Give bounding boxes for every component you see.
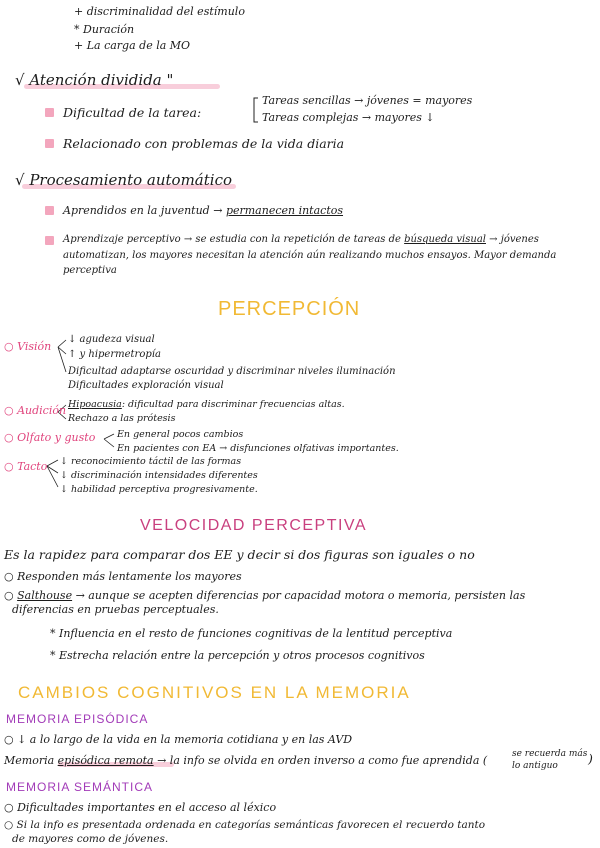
- relacionado-problemas: Relacionado con problemas de la vida diaria: [63, 136, 345, 151]
- heading-memoria-episodica: MEMORIA EPISÓDICA: [6, 712, 149, 726]
- heading-memoria-semantica: MEMORIA SEMÁNTICA: [6, 780, 154, 794]
- top-bullet-1: + discriminalidad del estímulo: [74, 5, 245, 18]
- vision-item-2: ↑ y hipermetropía: [68, 349, 161, 360]
- velocidad-note-2: * Estrecha relación entre la percepción y otros procesos cognitivos: [50, 649, 425, 662]
- audicion-item-1: Hipoacusia: dificultad para discriminar frecuencias altas.: [68, 399, 345, 410]
- label-audicion: ○ Audición: [4, 404, 67, 417]
- label-vision: ○ Visión: [4, 340, 52, 353]
- label-olfato-gusto: ○ Olfato y gusto: [4, 431, 96, 444]
- tareas-complejas: Tareas complejas → mayores ↓: [262, 111, 435, 124]
- top-bullet-2: * Duración: [74, 23, 135, 36]
- heading-cambios-cognitivos-memoria: CAMBIOS COGNITIVOS EN LA MEMORIA: [18, 683, 411, 702]
- heading-procesamiento-automatico: √ Procesamiento automático: [15, 171, 233, 189]
- label-tacto: ○ Tacto: [4, 460, 48, 473]
- dificultad-label: Dificultad de la tarea:: [63, 105, 202, 120]
- top-bullet-3: + La carga de la MO: [74, 39, 191, 52]
- tacto-item-2: ↓ discriminación intensidades diferentes: [60, 470, 258, 481]
- pink-bullet-square: [45, 108, 54, 117]
- episodica-bullet-2: Memoria episódica remota → la info se olvida en orden inverso a como fue aprendida (: [4, 754, 488, 767]
- pink-bullet-square: [45, 206, 54, 215]
- semantica-bullet-2-line2: de mayores como de jóvenes.: [12, 833, 169, 845]
- semantica-bullet-1: ○ Dificultades importantes en el acceso al léxico: [4, 801, 277, 814]
- aprendizaje-perceptivo-line3: perceptiva: [63, 265, 117, 276]
- olfato-item-1: En general pocos cambios: [117, 429, 244, 440]
- velocidad-note-1: * Influencia en el resto de funciones cognitivas de la lentitud perceptiva: [50, 627, 453, 640]
- velocidad-bullet-2-line2: diferencias en pruebas perceptuales.: [12, 603, 219, 616]
- semantica-bullet-2: ○ Si la info es presentada ordenada en categorías semánticas favorecen el recuerdo tanto: [4, 819, 486, 831]
- tacto-item-1: ↓ reconocimiento táctil de las formas: [60, 456, 242, 467]
- velocidad-bullet-2: ○ Salthouse → aunque se acepten diferencias por capacidad motora o memoria, persisten las: [4, 589, 526, 602]
- tacto-item-3: ↓ habilidad perceptiva progresivamente.: [60, 484, 258, 495]
- heading-atencion-dividida: √ Atención dividida ": [15, 71, 174, 89]
- heading-percepcion: PERCEPCIÓN: [218, 298, 361, 320]
- aprendizaje-perceptivo-line2: automatizan, los mayores necesitan la atención aún realizando muchos ensayos. Mayor demanda: [63, 250, 557, 261]
- pink-bullet-square: [45, 236, 54, 245]
- velocidad-bullet-1: ○ Responden más lentamente los mayores: [4, 570, 242, 583]
- vision-item-4: Dificultades exploración visual: [68, 380, 224, 391]
- velocidad-definicion: Es la rapidez para comparar dos EE y decir si dos figuras son iguales o no: [4, 547, 475, 562]
- vision-item-1: ↓ agudeza visual: [68, 334, 155, 345]
- audicion-item-2: Rechazo a las prótesis: [68, 413, 176, 424]
- aprendizaje-perceptivo-line1: Aprendizaje perceptivo → se estudia con la repetición de tareas de búsqueda visual → jóvenes: [63, 234, 539, 245]
- tareas-sencillas: Tareas sencillas → jóvenes = mayores: [262, 94, 473, 107]
- vision-item-3: Dificultad adaptarse oscuridad y discriminar niveles iluminación: [68, 366, 396, 377]
- pink-bullet-square: [45, 139, 54, 148]
- episodica-bullet-1: ○ ↓ a lo largo de la vida en la memoria cotidiana y en las AVD: [4, 733, 353, 746]
- heading-velocidad-perceptiva: VELOCIDAD PERCEPTIVA: [140, 517, 368, 534]
- aprendidos-juventud: Aprendidos en la juventud → permanecen intactos: [63, 204, 344, 217]
- episodica-note-1: se recuerda más: [512, 749, 588, 759]
- episodica-note-2: lo antiguo: [512, 761, 558, 771]
- episodica-close-paren: ): [588, 751, 593, 766]
- olfato-item-2: En pacientes con EA → disfunciones olfativas importantes.: [117, 443, 399, 454]
